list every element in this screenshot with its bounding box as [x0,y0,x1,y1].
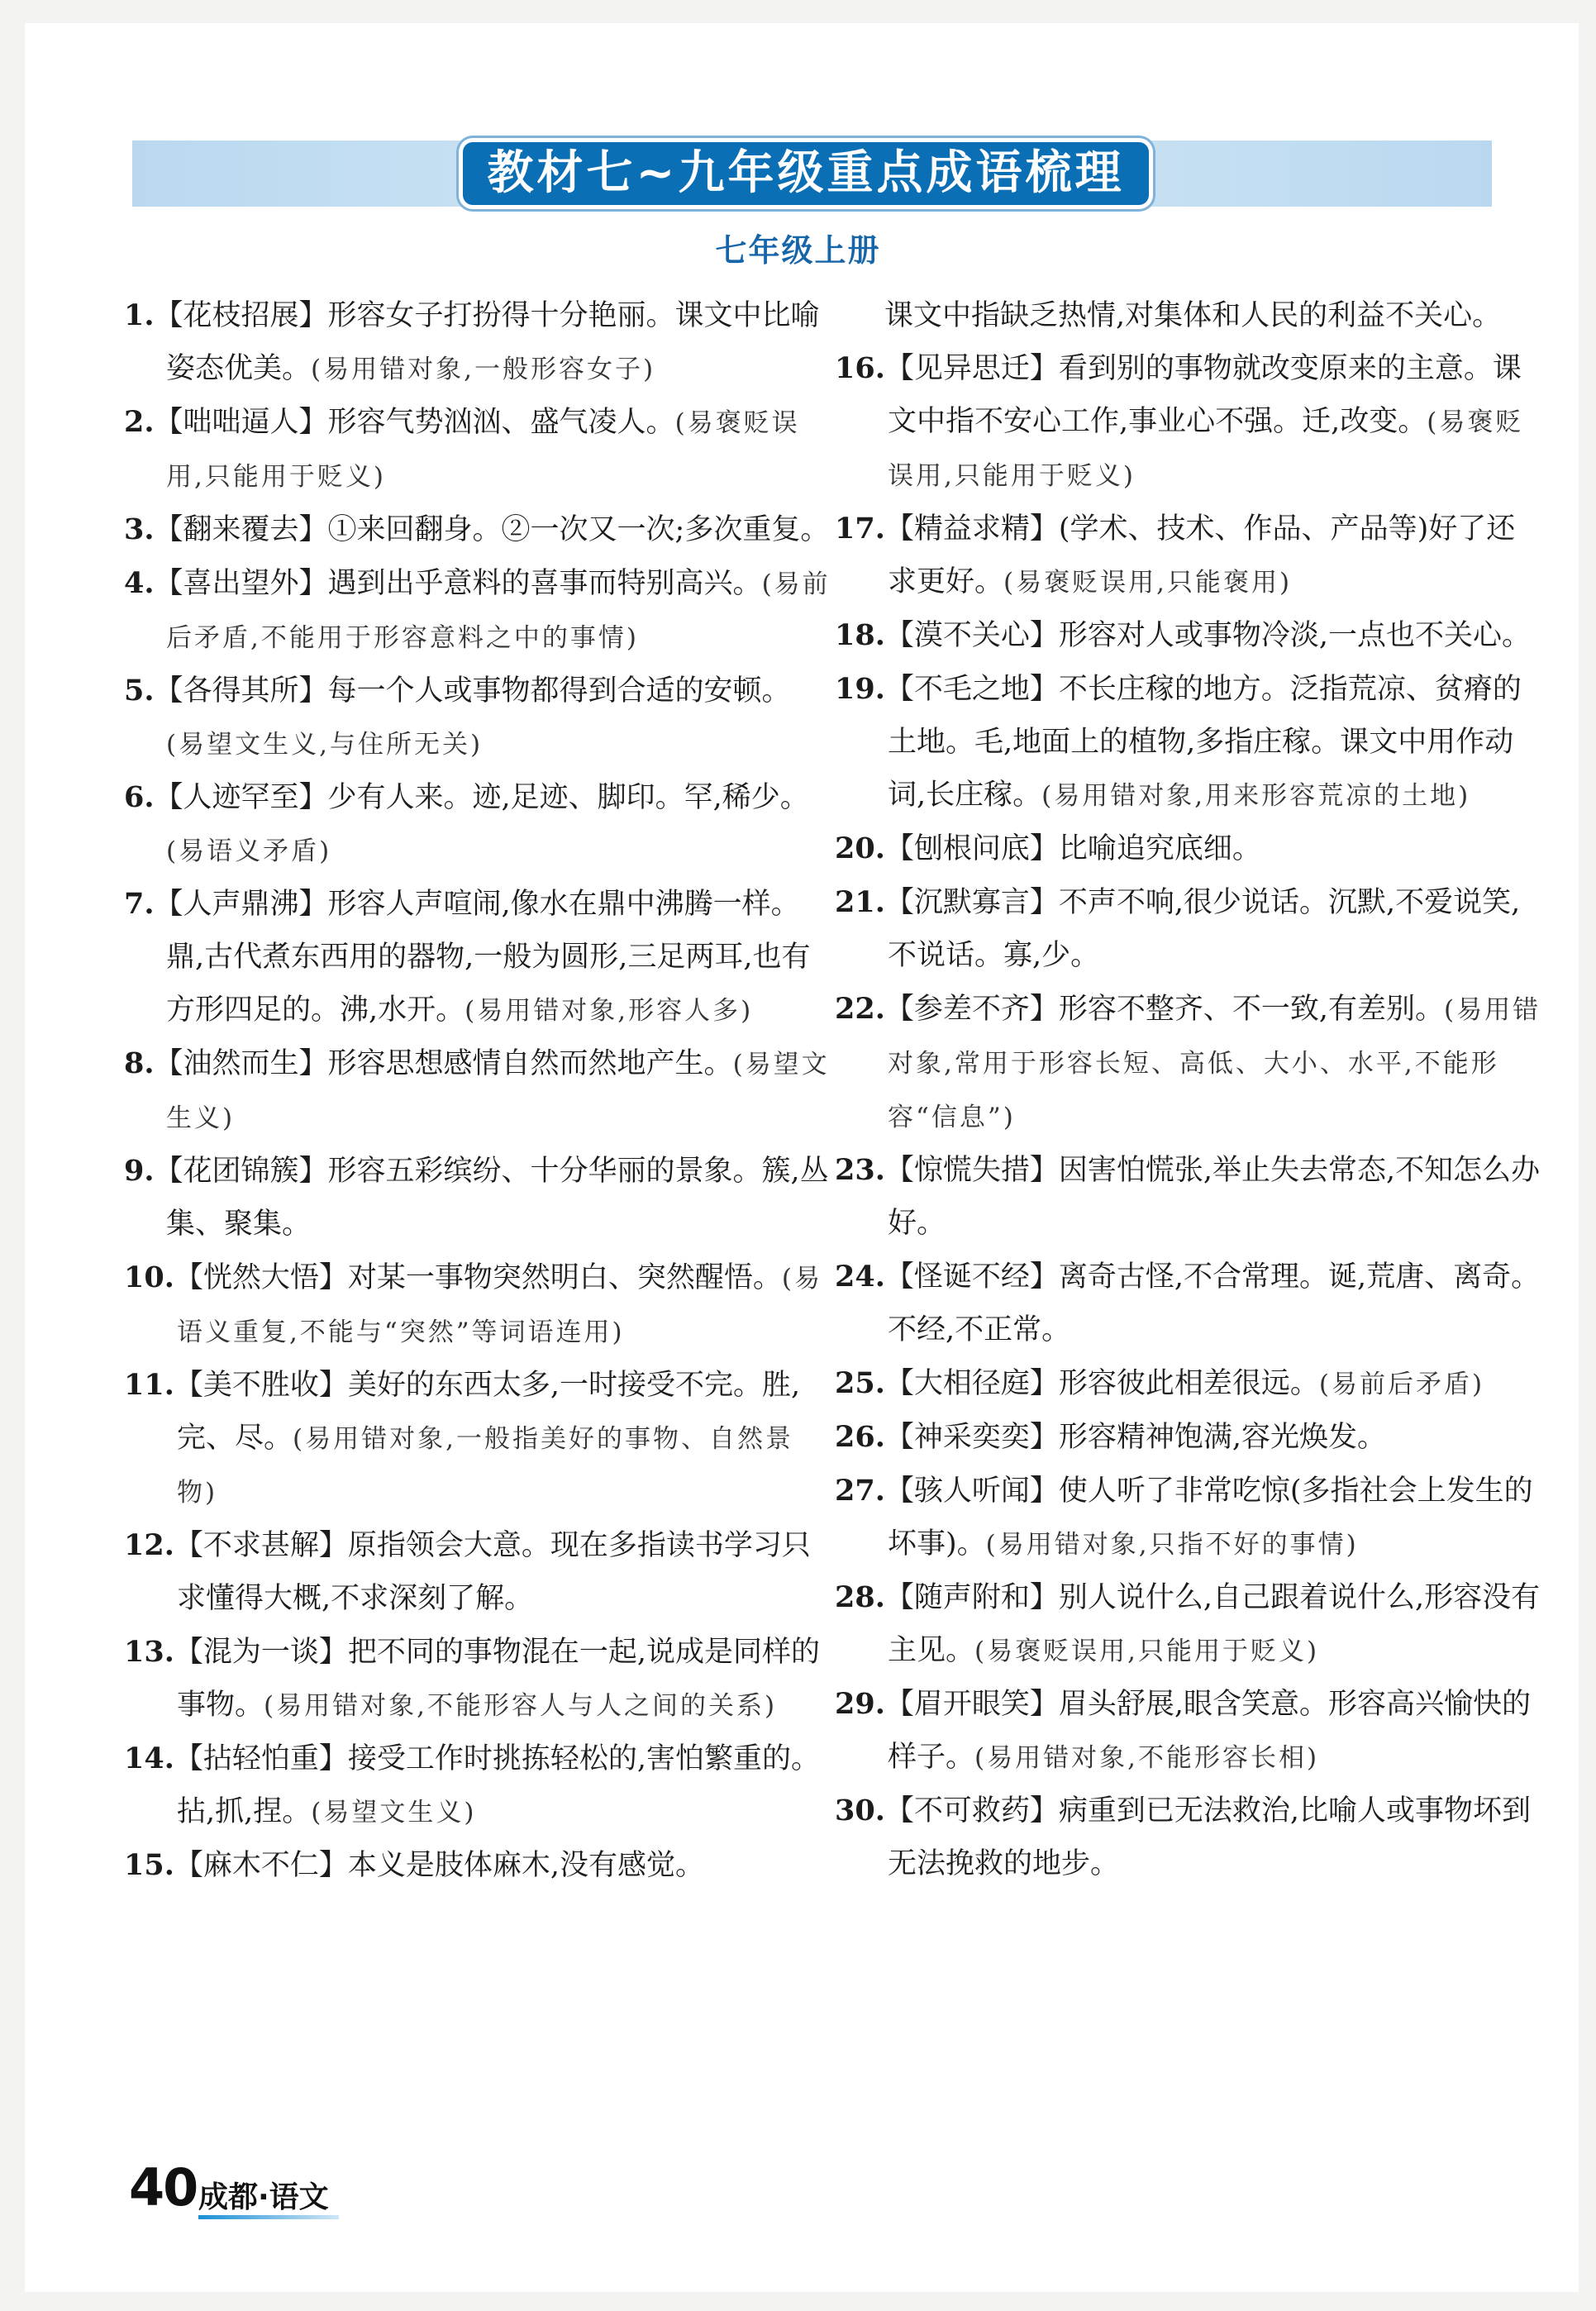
entry-21: 21.【沉默寡言】不声不响,很少说话。沉默,不爱说笑,不说话。寡,少。 [835,885,1521,972]
book-label: 成都·语文 [198,2180,329,2214]
entry-25: 25.【大相径庭】形容彼此相差很远。(易前后矛盾) [835,1366,1485,1400]
entry-17: 17.【精益求精】(学术、技术、作品、产品等)好了还求更好。(易褒贬误用,只能褒用) [835,512,1516,598]
entry-28: 28.【随声附和】别人说什么,自己跟着说什么,形容没有主见。(易褒贬误用,只能用于贬义) [835,1580,1541,1667]
entry-27: 27.【骇人听闻】使人听了非常吃惊(多指社会上发生的坏事)。(易用错对象,只指不好的事情) [835,1474,1533,1561]
page-number: 40 [129,2157,198,2218]
entry-8: 8.【油然而生】形容思想感情自然而然地产生。(易望文生义) [124,1046,830,1133]
entry-13: 13.【混为一谈】把不同的事物混在一起,说成是同样的事物。(易用错对象,不能形容人与人之间的关系) [124,1635,821,1722]
footer-underline [198,2215,339,2219]
right-column [835,289,1541,1891]
entry-19: 19.【不毛之地】不长庄稼的地方。泛指荒凉、贫瘠的土地。毛,地面上的植物,多指庄稼。课文中用作动词,长庄稼。(易用错对象,用来形容荒凉的土地) [835,672,1522,812]
entry-29: 29.【眉开眼笑】眉头舒展,眼含笑意。形容高兴愉快的样子。(易用错对象,不能形容长相) [835,1687,1532,1774]
entry-2: 2.【咄咄逼人】形容气势汹汹、盛气凌人。(易褒贬误用,只能用于贬义) [124,405,800,492]
entry-12: 12.【不求甚解】原指领会大意。现在多指读书学习只求懂得大概,不求深刻了解。 [124,1528,811,1615]
left-column [124,289,831,1893]
entry-14: 14.【拈轻怕重】接受工作时挑拣轻松的,害怕繁重的。拈,抓,捏。(易望文生义) [124,1742,821,1828]
entry-23: 23.【惊慌失措】因害怕慌张,举止失去常态,不知怎么办好。 [835,1153,1541,1240]
entry-15-continued: 课文中指缺乏热情,对集体和人民的利益不关心。 [884,299,1502,332]
entry-1: 1.【花枝招展】形容女子打扮得十分艳丽。课文中比喻姿态优美。(易用错对象,一般形容女子) [124,298,820,385]
entry-7: 7.【人声鼎沸】形容人声喧闹,像水在鼎中沸腾一样。鼎,古代煮东西用的器物,一般为圆形,三足两耳,也有方形四足的。沸,水开。(易用错对象,形容人多) [124,887,811,1027]
entry-22: 22.【参差不齐】形容不整齐、不一致,有差别。(易用错对象,常用于形容长短、高低、大小、水平,不能形容“信息”) [835,992,1541,1132]
entry-20: 20.【刨根问底】比喻追究底细。 [835,831,1261,865]
entry-6: 6.【人迹罕至】少有人来。迹,足迹、脚印。罕,稀少。(易语义矛盾) [124,780,809,866]
entry-9: 9.【花团锦簇】形容五彩缤纷、十分华丽的景象。簇,丛集、聚集。 [124,1154,829,1241]
entry-10: 10.【恍然大悟】对某一事物突然明白、突然醒悟。(易语义重复,不能与“突然”等词语连用) [124,1260,823,1347]
entry-30: 30.【不可救药】病重到已无法救治,比喻人或事物坏到无法挽救的地步。 [835,1794,1532,1880]
entry-4: 4.【喜出望外】遇到出乎意料的喜事而特别高兴。(易前后矛盾,不能用于形容意料之中的事情) [124,566,831,653]
banner-title: 教材七~九年级重点成语梳理 [487,146,1125,200]
entry-18: 18.【漠不关心】形容对人或事物冷淡,一点也不关心。 [835,618,1532,652]
entry-15: 15.【麻木不仁】本义是肢体麻木,没有感觉。 [124,1848,705,1882]
section-title: 七年级上册 [715,232,881,269]
entry-11: 11.【美不胜收】美好的东西太多,一时接受不完。胜,完、尽。(易用错对象,一般指美好的事物、自然景物) [124,1368,801,1508]
entry-5: 5.【各得其所】每一个人或事物都得到合适的安顿。(易望文生义,与住所无关) [124,674,791,760]
entry-26: 26.【神采奕奕】形容精神饱满,容光焕发。 [835,1420,1387,1454]
entry-3: 3.【翻来覆去】①来回翻身。②一次又一次;多次重复。 [124,512,830,546]
entry-16: 16.【见异思迁】看到别的事物就改变原来的主意。课文中指不安心工作,事业心不强。迁,改变。(易褒贬误用,只能用于贬义) [835,351,1524,491]
entry-24: 24.【怪诞不经】离奇古怪,不合常理。诞,荒唐、离奇。不经,不正常。 [835,1260,1541,1346]
